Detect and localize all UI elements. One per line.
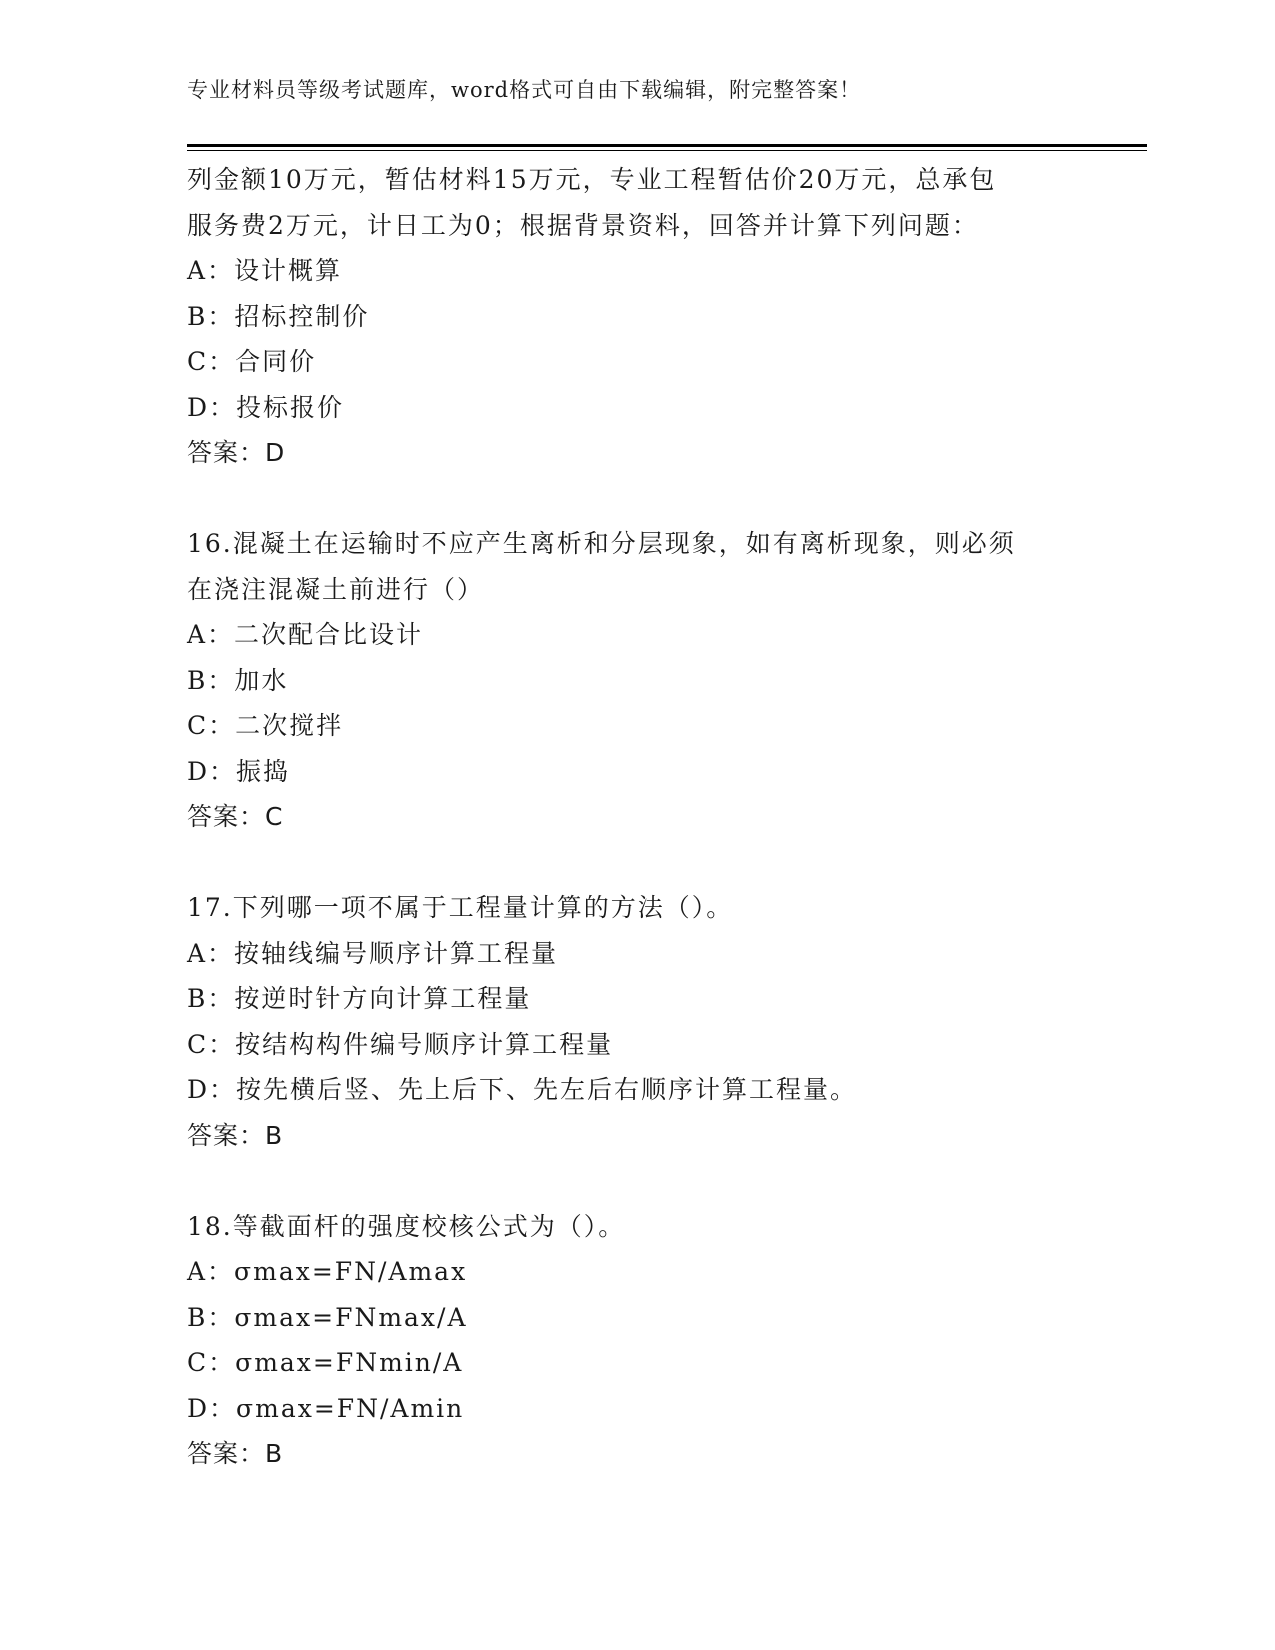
option-c: C：二次搅拌 [187, 711, 344, 740]
page-header: 专业材料员等级考试题库，word格式可自由下载编辑，附完整答案！ [187, 78, 862, 102]
option-c: C：σmax=FNmin/A [187, 1348, 464, 1377]
option-b: B：按逆时针方向计算工程量 [187, 984, 532, 1013]
question-block-18 [187, 1204, 1087, 1477]
question-block-16 [187, 521, 1087, 840]
spacer [187, 840, 1087, 886]
question-text-line: 在浇注混凝土前进行（） [187, 574, 485, 604]
option-c: C：按结构构件编号顺序计算工程量 [187, 1029, 614, 1059]
question-block-15 [187, 157, 1087, 476]
option-d: D：σmax=FN/Amin [187, 1393, 465, 1423]
question-text-line: 18.等截面杆的强度校核公式为（）。 [187, 1211, 626, 1241]
option-a: A：二次配合比设计 [187, 620, 424, 649]
option-b: B：招标控制价 [187, 301, 370, 331]
answer: 答案：B [187, 1120, 284, 1150]
answer: 答案：D [187, 438, 286, 467]
question-text-line: 16.混凝土在运输时不应产生离析和分层现象，如有离析现象，则必须 [187, 529, 1016, 558]
option-a: A：按轴线编号顺序计算工程量 [187, 938, 559, 968]
option-b: B：加水 [187, 665, 289, 695]
option-c: C：合同价 [187, 347, 317, 376]
question-block-17 [187, 885, 1087, 1158]
header-rule-thin [187, 150, 1147, 151]
answer: 答案：C [187, 802, 284, 831]
option-a: A：σmax=FN/Amax [187, 1257, 468, 1286]
question-text-line: 17.下列哪一项不属于工程量计算的方法（）。 [187, 893, 734, 922]
option-a: A：设计概算 [187, 256, 343, 285]
option-d: D：振捣 [187, 756, 291, 786]
option-d: D：投标报价 [187, 392, 345, 422]
answer: 答案：B [187, 1439, 284, 1468]
header-rule-thick [187, 144, 1147, 147]
spacer [187, 476, 1087, 522]
question-text-line: 列金额10万元，暂估材料15万元，专业工程暂估价20万元，总承包 [187, 165, 997, 194]
option-d: D：按先横后竖、先上后下、先左后右顺序计算工程量。 [187, 1075, 858, 1104]
document-body [187, 157, 1087, 1477]
question-text-line: 服务费2万元，计日工为0；根据背景资料，回答并计算下列问题： [187, 210, 979, 240]
spacer [187, 1158, 1087, 1204]
option-b: B：σmax=FNmax/A [187, 1302, 468, 1332]
